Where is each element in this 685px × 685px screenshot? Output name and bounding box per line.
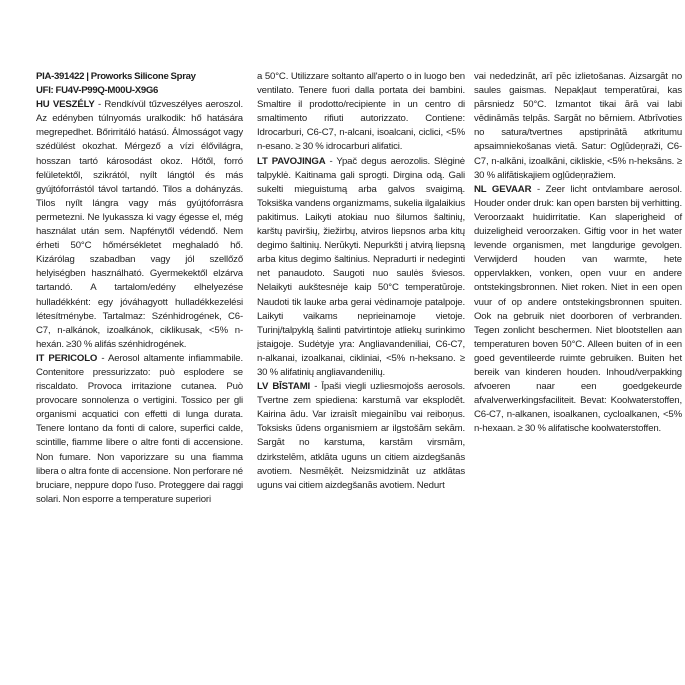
- section-hu: [36, 98, 243, 352]
- section-it-body-part2: a 50°C. Utilizzare soltanto all'aperto o in luogo ben ventilato. Tenere fuori dalla portata dei bambini. Smaltire il prodotto/recipiente in un centro di smaltimento rifiuti autorizzato. Contiene: Idrocarburi, C6-C7, n-alcani, isoalcani, ciclici, <5% n-esano. ≥ 30 % idrocarburi alifatici.: [257, 71, 465, 153]
- section-lv-body-part2: vai nededzināt, arī pēc izlietošanas. Aizsargāt no saules gaismas. Nepakļaut temperatūrai, kas pārsniedz 50°C. Izmantot tikai ārā vai labi vēdināmās telpās. Sargāt no bērniem. Atbrīvoties no satura/tvertnes apstiprinātā atkritumu apsaimniekošanas vietā. Satur: Ogļūdeņraži, C6-C7, n-alkāni, izoalkāni, cikliskie, <5% n-heksāns. ≥ 30 % alifātiskajiem ogļūdeņražiem.: [474, 71, 682, 181]
- section-lv-start: [257, 380, 465, 493]
- section-lv-heading: LV BĪSTAMI: [257, 381, 311, 393]
- column-1: [36, 70, 243, 507]
- section-nl-body: - Zeer licht ontvlambare aerosol. Houder onder druk: kan open barsten bij verhitting. Veroorzaakt huidirritatie. Kan slaperigheid of duizeligheid veroorzaken. Giftig voor in het water levende organismen, met langdurige gevolgen. Verwijderd houden van warmte, hete oppervlakken, vonken, open vuur en andere ontstekingsbronnen. Niet roken. Niet in een open vuur of op andere ontstekingsbronnen spuiten. Ook na gebruik niet doorboren of verbranden. Tegen zonlicht beschermen. Niet blootstellen aan temperaturen boven 50°C. Alleen buiten of in een goed geventileerde ruimte gebruiken. Buiten het bereik van kinderen houden. Inhoud/verpakking afvoeren naar een goedgekeurde afvalverwerkingsfaciliteit. Bevat: Koolwaterstoffen, C6-C7, n-alkanen, isoalkanen, cycloalkanen, <5% n-hexaan. ≥ 30 % alifatische koolwaterstoffen.: [474, 183, 683, 435]
- section-lt: [257, 155, 465, 381]
- section-it-heading: IT PERICOLO: [36, 352, 98, 364]
- section-it-body-part1: - Aerosol altamente infiammabile. Contenitore pressurizzato: può esplodere se riscaldato. Provoca irritazione cutanea. Può provocare sonnolenza o vertigini. Tossico per gli organismi acquatici con effetti di lunga durata. Tenere lontano da fonti di calore, superfici calde, scintille, fiamme libere o altre fonti di accensione. Non fumare. Non vaporizzare su una fiamma libera o altra fonte di accensione. Non perforare né bruciare, neppure dopo l'uso. Proteggere dai raggi solari. Non esporre a temperature superiori: [36, 352, 243, 505]
- section-lv-body-part1: - Īpaši viegli uzliesmojošs aerosols. Tvertne zem spiediena: karstumā var eksplodēt. Kairina ādu. Var izraisīt miegainību vai reiboņus. Toksisks ūdens organismiem ar ilgstošām sekām. Sargāt no karstuma, karstām virsmām, dzirkstelēm, atklāta uguns un citiem aizdegšanās avotiem. Nesmēķēt. Neizsmidzināt uz atklātas uguns vai citiem aizdegšanās avotiem. Nedurt: [257, 381, 466, 491]
- product-title: PIA-391422 | Proworks Silicone Spray: [36, 71, 196, 82]
- ufi-code: UFI: FU4V-P99Q-M00U-X9G6: [36, 85, 159, 97]
- section-hu-heading: HU VESZÉLY: [36, 99, 95, 111]
- section-lt-heading: LT PAVOJINGA: [257, 155, 326, 167]
- column-2: [257, 70, 465, 493]
- section-lt-body: - Ypač degus aerozolis. Slėginė talpyklė. Kaitinama gali sprogti. Dirgina odą. Gali sukelti mieguistumą arba galvos svaigimą. Toksiška vandens organizmams, sukelia ilgalaikius pakitimus. Laikyti atokiau nuo šilumos šaltinių, karštų paviršių, žiežirbų, atviros liepsnos arba kitų degimo šaltinių. Nerūkyti. Nepurkšti į atvirą liepsną arba kitus degimo šaltinius. Nepradurti ir nedeginti net panaudoto. Saugoti nuo saulės šviesos. Nelaikyti aukštesnėje kaip 50°C temperatūroje. Naudoti tik lauke arba gerai vėdinamoje patalpoje. Laikyti vaikams neprieinamoje vietoje. Turinį/talpyklą šalinti patvirtintoje atliekų surinkimo įstaigoje. Sudėtyje yra: Angliavandeniliai, C6-C7, n-alkanai, izoalkanai, cikliniai, <5% n-heksano. ≥ 30 % alifatinių angliavandenilių.: [257, 155, 465, 378]
- column-3: [474, 70, 682, 436]
- section-hu-body: - Rendkívül tűzveszélyes aeroszol. Az edényben túlnyomás uralkodik: hő hatására megrepedhet. Bőrirritáló hatású. Álmosságot vagy szédülést okozhat. Mérgező a vízi élővilágra, hosszan tartó károsodást okoz. Hőtől, forró felületektől, szikrától, nyílt lángtól és más gyújtóforrástól távol tartandó. Tilos a dohányzás. Tilos nyílt lángra vagy más gyújtóforrásra permetezni. Ne lyukassza ki vagy égesse el, még használat után sem. Napfénytől védendő. Nem érheti 50°C hőmérsékletet meghaladó hő. Kizárólag szabadban vagy jól szellőző helyiségben használható. Gyermekektől elzárva tartandó. A tartalom/edény elhelyezése hulladékként: egy jóváhagyott hulladékkezelési létesítménybe. Tartalmaz: Szénhidrogének, C6-C7, n-alkánok, izoalkánok, ciklikusak, <5% n-hexán. ≥30 % alifás szénhidrogének.: [36, 99, 244, 350]
- section-it-start: [36, 352, 243, 507]
- section-it-cont: [257, 70, 465, 155]
- section-nl-heading: NL GEVAAR: [474, 183, 532, 195]
- section-lv-cont: [474, 70, 682, 183]
- label-text-page: [31, 70, 683, 590]
- section-nl: [474, 183, 682, 437]
